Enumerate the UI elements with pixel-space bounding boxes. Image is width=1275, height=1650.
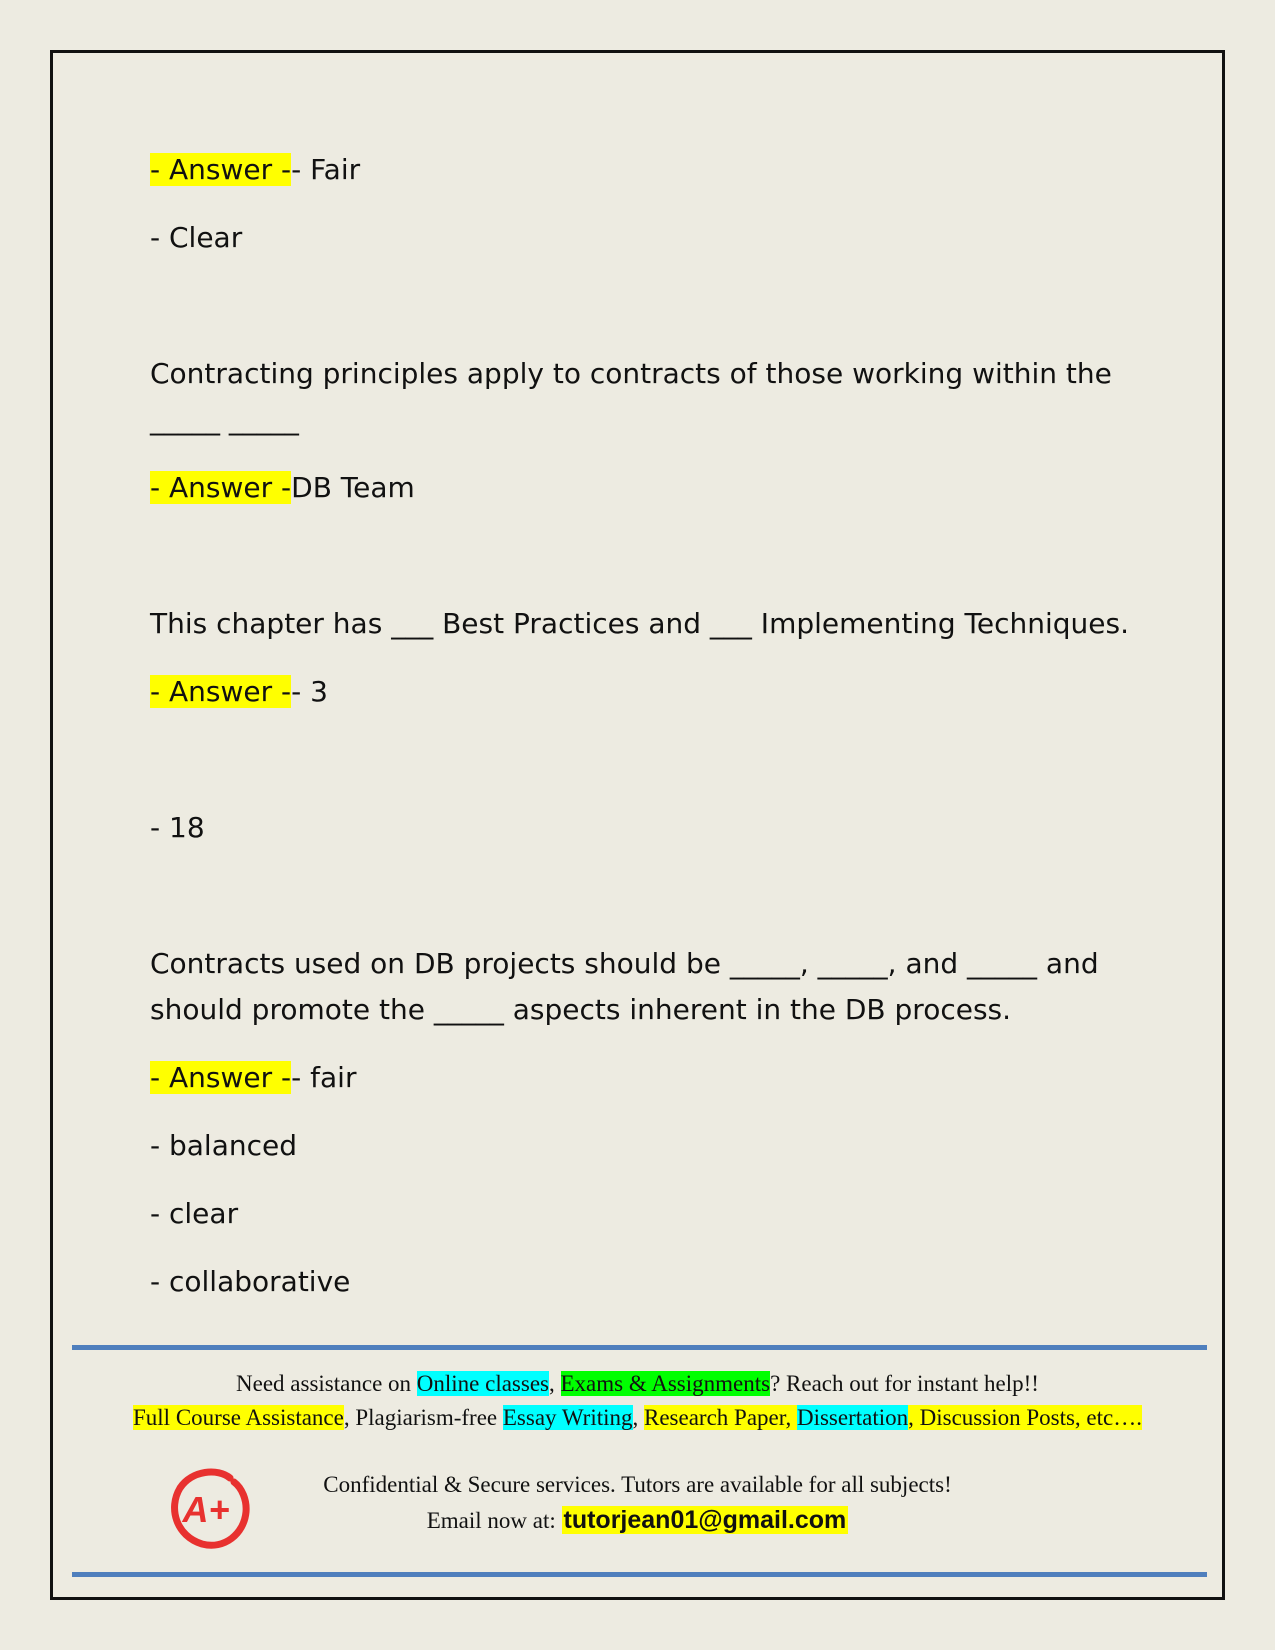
answer-text: DB Team [291,471,415,504]
answer-text: - fair [291,1061,357,1094]
logo-text: A+ [182,1489,230,1530]
footer-highlight-research: Research Paper, [644,1405,797,1430]
question-contracts-line2: should promote the _____ aspects inherent in the DB process. [150,993,1012,1026]
footer-top-rule [72,1345,1207,1350]
footer-email-line [60,1505,1215,1536]
answer-label: - Answer - [150,471,292,504]
footer-highlight-online-classes: Online classes [416,1371,549,1396]
email-address[interactable]: tutorjean01@gmail.com [563,1506,847,1534]
answer-item-clear-2: - clear [150,1197,239,1230]
answer-line-fair [150,152,360,188]
question-contracting-blanks: _____ _____ [150,403,299,436]
page-border [50,50,1225,1600]
footer-highlight-essay: Essay Writing [502,1405,633,1430]
footer-confidential-line: Confidential & Secure services. Tutors are available for all subjects! [323,1472,952,1497]
email-label: Email now at: [426,1508,562,1533]
footer-highlight-discussion: , Discussion Posts, etc…. [908,1405,1142,1430]
footer-text: ? Reach out for instant help!! [770,1371,1039,1396]
answer-text: - Fair [291,153,361,186]
answer-line-db-team [150,470,415,506]
answer-label: - Answer - [150,153,292,186]
footer-bottom-rule [72,1572,1207,1577]
question-chapter: This chapter has ___ Best Practices and ___ Implementing Techniques. [150,607,1130,640]
footer-text: , [549,1371,561,1396]
answer-line-3 [150,674,328,710]
answer-item-balanced: - balanced [150,1129,298,1162]
answer-item-18: - 18 [150,811,205,844]
footer-highlight-full-course: Full Course Assistance [133,1405,344,1430]
footer-text: , Plagiarism-free [343,1405,503,1430]
answer-label: - Answer - [150,675,292,708]
answer-text: - 3 [291,675,328,708]
footer-highlight-exams: Exams & Assignments [560,1371,771,1396]
footer-assistance-line [60,1369,1215,1399]
answer-label: - Answer - [150,1061,292,1094]
footer-text: , [632,1405,644,1430]
answer-line-fair-2 [150,1060,356,1096]
question-contracts-line1: Contracts used on DB projects should be _____, _____, and _____ and [150,947,1099,980]
answer-item-clear: - Clear [150,221,243,254]
footer-highlight-dissertation: Dissertation [796,1405,909,1430]
question-contracting-line1: Contracting principles apply to contracts of those working within the [150,357,1112,390]
footer-services-line [60,1403,1215,1433]
answer-item-collaborative: - collaborative [150,1265,351,1298]
footer-text: Need assistance on [236,1371,417,1396]
